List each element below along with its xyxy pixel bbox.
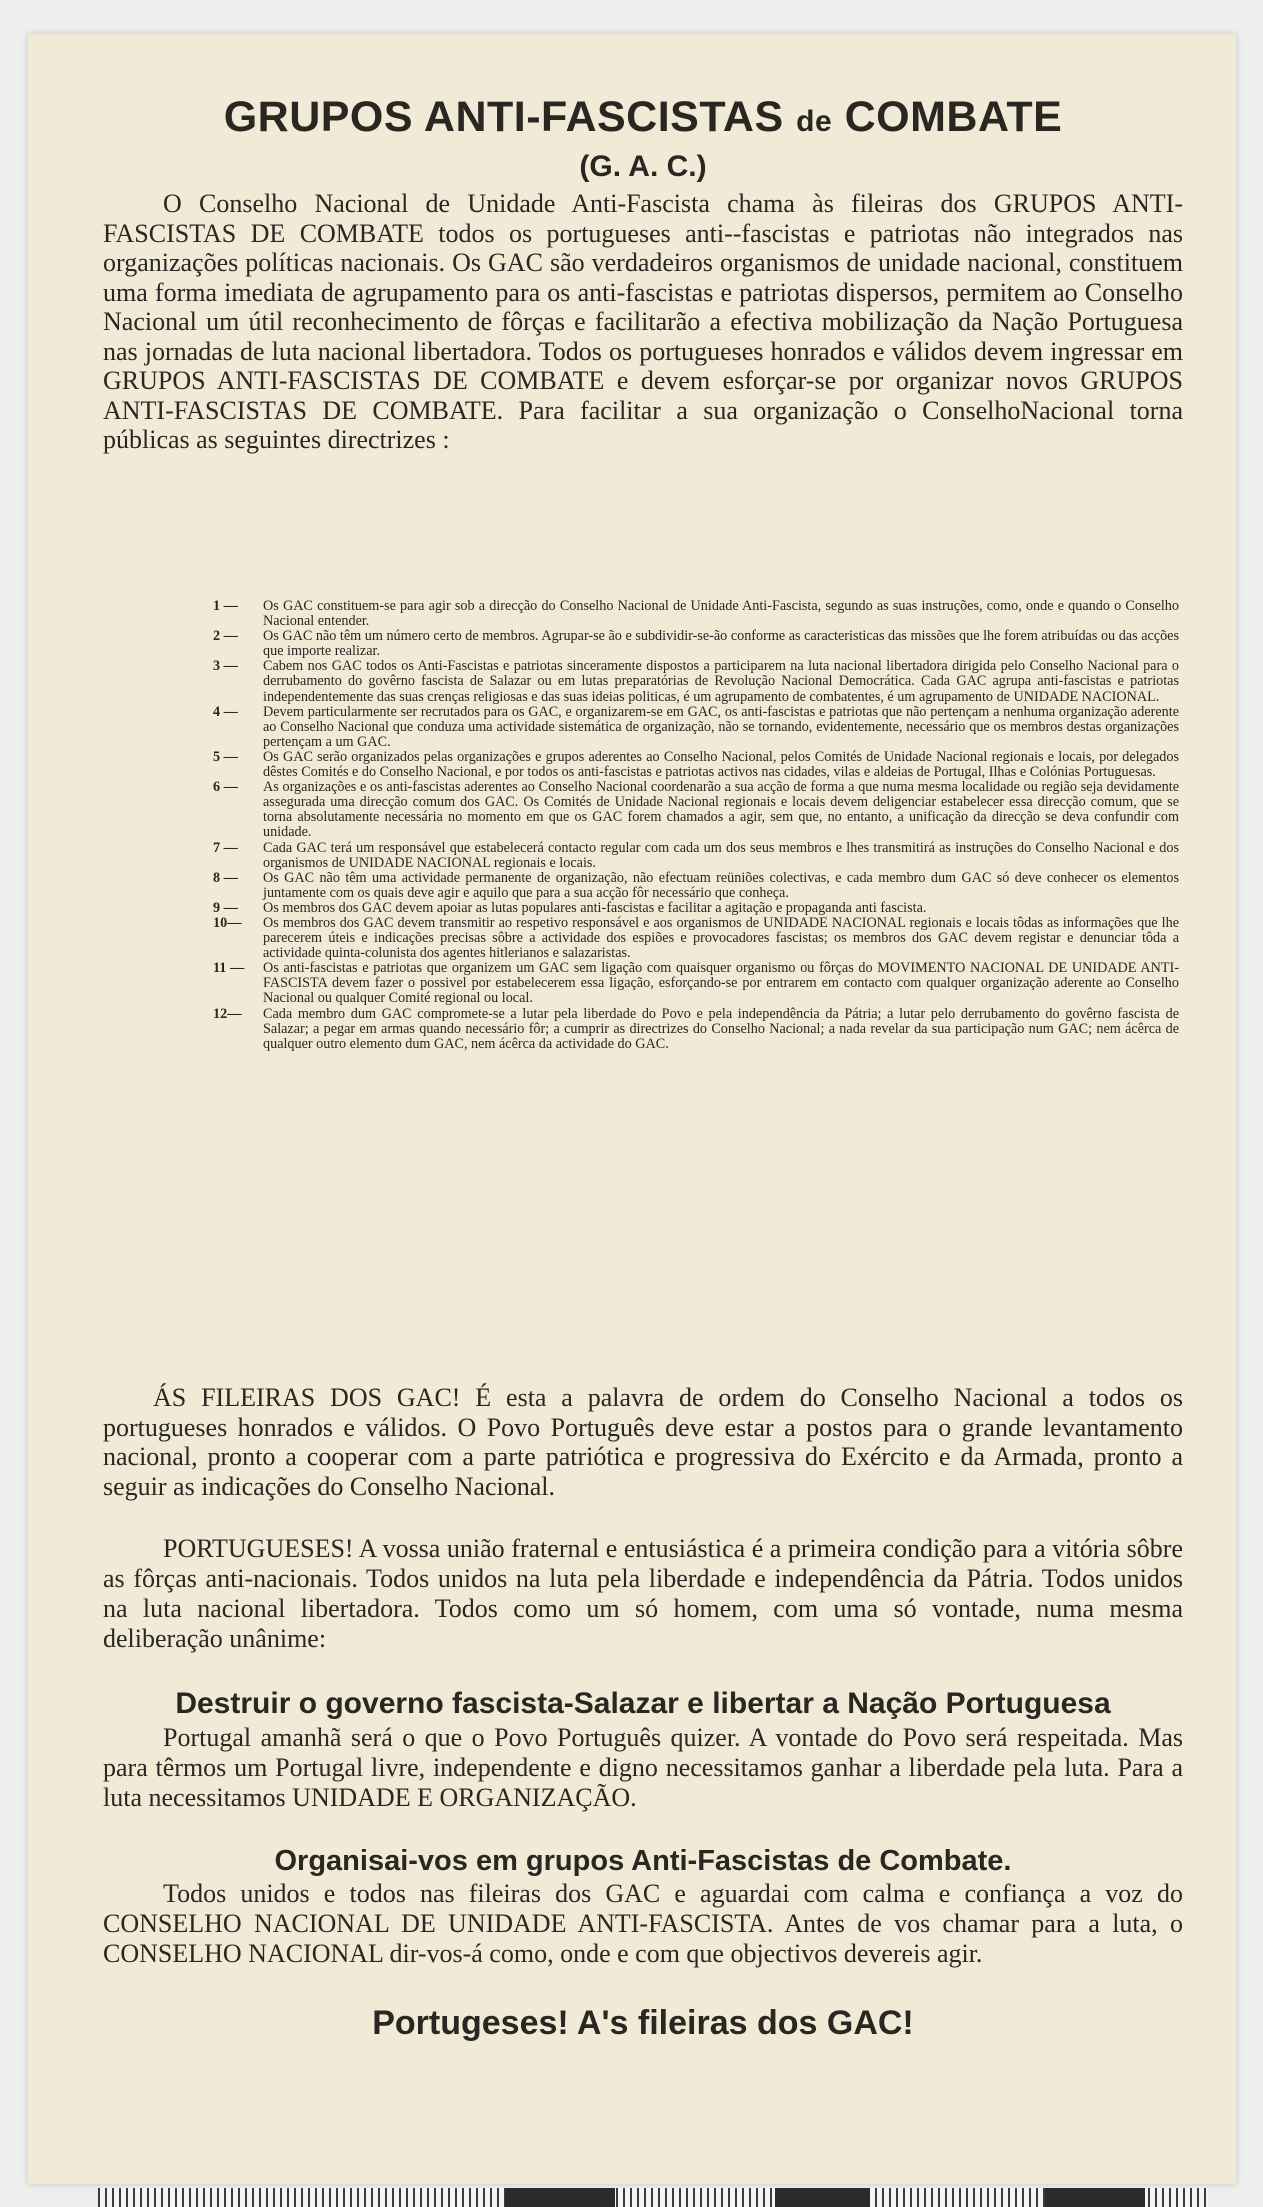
directive-item [213,659,1179,704]
directive-number: 10— [213,914,242,931]
directive-text: Cabem nos GAC todos os Anti-Fascistas e patriotas sinceramente dispostos a participarem na luta nacional libertadora dirigida pelo Conselho Nacional para o derrubamento do govêrno fascista de Salazar ou em lutas preparatórias de Revolução Nacional Democrática. Cada GAC agrupa anti-fascistas e patriotas independentemente das suas crenças religiosas e das suas ideias politicas, é um agrupamento de combatentes, é um agrupamento de UNIDADE NACIONAL. [263,658,1179,705]
directive-text: Cada membro dum GAC compromete-se a lutar pela liberdade do Povo e pela independência da Pátria; a lutar pelo derrubamento do govêrno fascista de Salazar; a pegar em armas quando necessário fôr; a cumprir as directrizes do Conselho Nacional; a nada revelar da sua participação num GAC; nem ácêrca de qualquer outro elemento dum GAC, nem ácêrca da actividade do GAC. [263,1005,1179,1052]
directive-text: Os GAC constituem-se para agir sob a direcção do Conselho Nacional de Unidade Anti-Fascista, segundo as suas instruções, como, onde e quando o Conselho Nacional entender. [263,598,1179,630]
directive-text: Os GAC não têm um número certo de membros. Agrupar-se ão e subdividir-se-ão conforme as caracteristicas das missões que lhe forem atribuídas ou das acções que importe realizar. [263,628,1179,660]
directive-text: Os GAC serão organizados pelas organizações e grupos aderentes ao Conselho Nacional, pelos Comités de Unidade Nacional regionais e locais, por delegados dêstes Comités e do Conselho Nacional, e por todos os anti-fascistas e patriotas activos nas cidades, vilas e aldeias de Portugal, Ilhas e Colónias Portuguesas. [263,748,1179,781]
directive-item [213,629,1179,659]
directive-number: 4 — [213,703,238,720]
closing-paragraph: Todos unidos e todos nas fileiras dos GAC e aguardai com calma e confiança a voz do CONSELHO NACIONAL DE UNIDADE ANTI-FASCISTA. Antes de vos chamar para a luta, o CONSELHO NACIONAL dir-vos-á como, onde e com que objectivos devereis agir. [103,1879,1183,1968]
directive-number: 8 — [213,869,238,886]
slogan-organize: Organisai-vos em grupos Anti-Fascistas de Combate. [274,1845,1012,1877]
intro-paragraph: O Conselho Nacional de Unidade Anti-Fascista chama às fileiras dos GRUPOS ANTI-FASCISTAS DE COMBATE todos os portugueses anti--fascistas e patriotas não integrados nas organizações políticas nacionais. Os GAC são verdadeiros organismos de unidade nacional, constituem uma forma imediata de agrupamento para os anti-fascistas e patriotas dispersos, permitem ao Conselho Nacional um útil reconhecimento de fôrças e facilitarão a efectiva mobilização da Nação Portuguesa nas jornadas de luta nacional libertadora. Todos os portugueses honrados e válidos devem ingressar em GRUPOS ANTI-FASCISTAS DE COMBATE e devem esforçar-se por organizar novos GRUPOS ANTI-FASCISTAS DE COMBATE. Para facilitar a sua organização o ConselhoNacional torna públicas as seguintes directrizes : [103,189,1183,454]
document-title [103,93,1183,142]
directive-item [213,599,1179,629]
directive-number: 1 — [213,598,238,614]
slogan-destroy: Destruir o governo fascista-Salazar e libertar a Nação Portuguesa [175,1687,1111,1720]
ruler-dark-segment [1045,2188,1145,2207]
directive-item [213,705,1179,750]
directive-text: Os membros dos GAC devem transmitir ao respetivo responsável e aos organismos de UNIDADE NACIONAL regionais e locais tôdas as informações que lhe parecerem úteis e indicações precisas sôbre a actividade dos espiões e provocadores fascistas; os membros dos GAC devem registar e denunciar tôda a actividade quinta-colunista dos agentes hitlerianos e salazaristas. [263,914,1179,962]
call-paragraph: ÁS FILEIRAS DOS GAC! É esta a palavra de ordem do Conselho Nacional a todos os portugueses honrados e válidos. O Povo Português deve estar a postos para o grande levantamento nacional, pronto a cooperar com a parte patriótica e progressiva do Exército e da Armada, pronto a seguir as indicações do Conselho Nacional. [103,1383,1183,1501]
directive-text: Cada GAC terá um responsável que estabelecerá contacto regular com cada um dos seus membros e lhes transmitirá as instruções do Conselho Nacional e dos organismos de UNIDADE NACIONAL regionais e locais. [263,839,1179,871]
directive-number: 12— [213,1005,242,1022]
directive-text: Os GAC não têm uma actividade permanente de organização, não efectuam reüniões colectivas, e cada membro dum GAC só deve conhecer os elementos juntamente com os quais deve agir e aquilo que para a sua acção fôr necessário que conheça. [263,869,1179,901]
directive-text: Os membros dos GAC devem apoiar as lutas populares anti-fascistas e facilitar a agitação e propaganda anti fascista. [263,899,927,916]
directive-item [213,871,1179,901]
directive-number: 5 — [213,748,238,765]
unity-paragraph: PORTUGUESES! A vossa união fraternal e entusiástica é a primeira condição para a vitória sôbre as fôrças anti-nacionais. Todos unidos na luta pela liberdade e independência da Pátria. Todos unidos na luta nacional libertadora. Todos como um só homem, com uma só vontade, numa mesma deliberação unânime: [103,1534,1183,1653]
directive-text: As organizações e os anti-fascistas aderentes ao Conselho Nacional coordenarão a sua acção de forma a que numa mesma localidade ou região seja devidamente assegurada uma direcção comum dos GAC. Os Comités de Unidade Nacional regionais e locais devem deligenciar estabelecer essa direcção comum, que se torna absolutamente necessária no momento em que os GAC forem chamados a agir, sem que, no entanto, a unificação da direcção se deva confundir com unidade. [263,779,1179,841]
directive-item [213,750,1179,780]
directive-number: 7 — [213,839,238,856]
directives-list [213,599,1179,1052]
directive-number: 11 — [213,960,245,977]
footer-slogan: Portugeses! A's fileiras dos GAC! [372,2004,914,2042]
title-end: COMBATE [844,93,1063,141]
directive-item [213,901,1179,916]
document-subtitle: (G. A. C.) [579,150,707,183]
directive-number: 6 — [213,779,238,796]
scale-ruler [98,2188,1208,2207]
directive-item [213,916,1179,961]
ruler-dark-segment [505,2188,615,2207]
directive-item [213,961,1179,1006]
ruler-dark-segment [775,2188,870,2207]
directive-number: 2 — [213,628,238,645]
title-de: de [796,105,833,138]
directive-number: 3 — [213,658,238,675]
directive-text: Os anti-fascistas e patriotas que organizem um GAC sem ligação com quaisquer organismo ou fôrças do MOVIMENTO NACIONAL DE UNIDADE ANTI-FASCISTA devem fazer o possivel por estabelecerem essa ligação, esforçando-se por entrarem em contacto com qualquer organização aderente ao Conselho Nacional ou qualquer Comité regional ou local. [263,960,1179,1007]
directive-item [213,1007,1179,1052]
title-main: GRUPOS ANTI-FASCISTAS [223,93,784,141]
directive-item [213,841,1179,871]
directive-number: 9 — [213,899,238,916]
directive-item [213,780,1179,840]
directive-text: Devem particularmente ser recrutados para os GAC, e organizarem-se em GAC, os anti-fascistas e patriotas que não pertençam a nenhuma organização aderente ao Conselho Nacional que conduza uma actividade sistemática de organização, não se tornando, evidentemente, necessário que os membros destas organizações pertençam a um GAC. [263,703,1179,750]
future-paragraph: Portugal amanhã será o que o Povo Português quizer. A vontade do Povo será respeitada. Mas para têrmos um Portugal livre, independente e digno necessitamos ganhar a liberdade pela luta. Para a luta necessitamos UNIDADE E ORGANIZAÇÃO. [103,1723,1183,1812]
